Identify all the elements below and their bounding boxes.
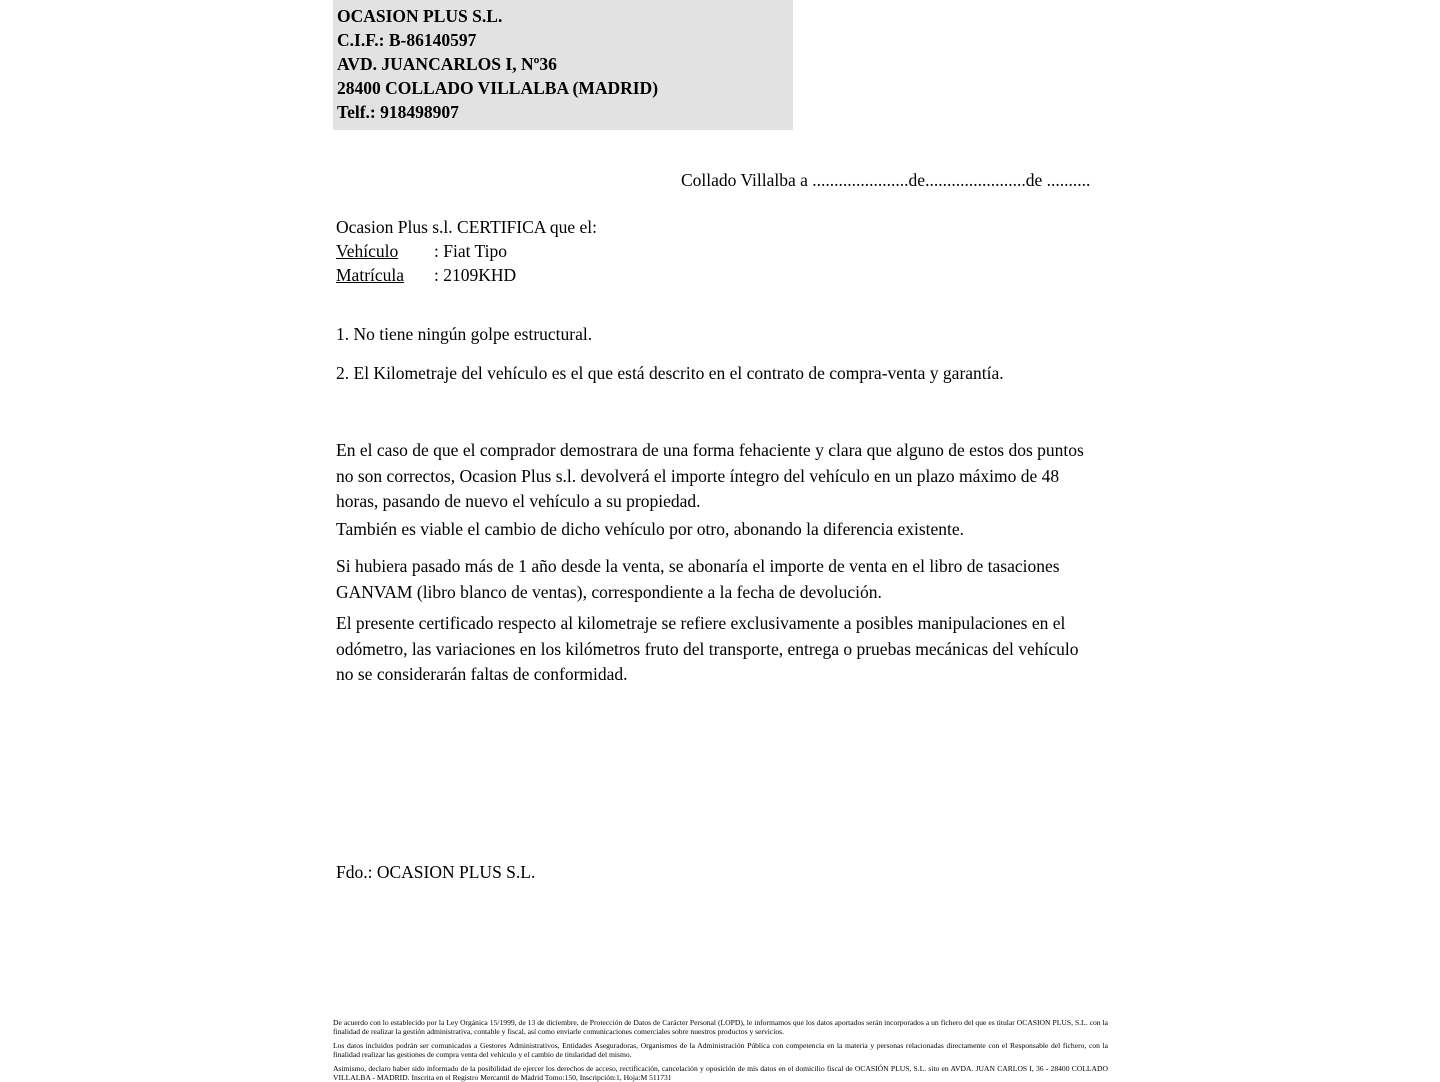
company-city: 28400 COLLADO VILLALBA (MADRID) (337, 78, 659, 98)
company-header-block (333, 0, 793, 130)
company-phone: Telf.: 918498907 (337, 102, 459, 122)
vehicle-row (336, 239, 597, 263)
certification-block (336, 215, 597, 287)
plate-label: Matrícula (336, 265, 405, 285)
legal-paragraph-3: Asimismo, declaro haber sido informado de la posibilidad de ejercer los derechos de acceso, rectificación, cancelación y oposición de mis datos en el domicilio fiscal de OCASIÓN PLUS, S.L. sito en AVDA. JUAN CARLOS I, 36 - 28400 COLLADO VILLALBA - MADRID. Inscrita en el Registro Mercantil de Madrid Tomo:150, Inscripción:1, Hoja:M 511731 (333, 1063, 1108, 1082)
legal-paragraph-2: Los datos incluidos podrán ser comunicados a Gestores Administrativos, Entidades Aseguradoras, Organismos de la Administración Pública con competencia en la materia y personas relacionadas directamente con el Responsable del fichero, con la finalidad realizar las gestiones de compra venta del vehículo y el cambio de titularidad del mismo. (333, 1040, 1108, 1060)
signature-line: Fdo.: OCASION PLUS S.L. (336, 862, 536, 882)
place-date-line: Collado Villalba a ......................de.......................de .......... (681, 170, 1091, 190)
plate-row (336, 263, 597, 287)
legal-footer (333, 1018, 1108, 1082)
vehicle-label: Vehículo (336, 241, 399, 261)
paragraph-odometer: El presente certificado respecto al kilometraje se refiere exclusivamente a posibles manipulaciones en el odómetro, las variaciones en los kilómetros fruto del transporte, entrega o pruebas mecánicas del vehículo no se considerarán faltas de conformidad. (336, 613, 1079, 684)
vehicle-value: : Fiat Tipo (434, 241, 507, 261)
company-cif: C.I.F.: B-86140597 (337, 30, 477, 50)
point-mileage: 2. El Kilometraje del vehículo es el que está descrito en el contrato de compra-venta y garantía. (336, 363, 1004, 383)
company-name: OCASION PLUS S.L. (337, 6, 503, 26)
paragraph-swap: También es viable el cambio de dicho vehículo por otro, abonando la diferencia existente. (336, 519, 965, 539)
plate-value: : 2109KHD (434, 265, 517, 285)
legal-paragraph-1: De acuerdo con lo establecido por la Ley Orgánica 15/1999, de 13 de diciembre, de Protección de Datos de Carácter Personal (LOPD), le informamos que los datos aportados serán incorporados a un fichero del que es titular OCASION PLUS, S.L. con la finalidad de realizar la gestión administrativa, contable y fiscal, así como enviarle comunicaciones comerciales sobre nuestros productos y servicios. (333, 1018, 1108, 1037)
company-address: AVD. JUANCARLOS I, Nº36 (337, 54, 557, 74)
certification-intro: Ocasion Plus s.l. CERTIFICA que el: (336, 217, 597, 237)
paragraph-after-one-year: Si hubiera pasado más de 1 año desde la venta, se abonaría el importe de venta en el libro de tasaciones GANVAM (libro blanco de ventas), correspondiente a la fecha de devolución. (336, 556, 1060, 602)
point-no-structural-damage: 1. No tiene ningún golpe estructural. (336, 324, 593, 344)
paragraph-refund: En el caso de que el comprador demostrara de una forma fehaciente y clara que alguno de estos dos puntos no son correctos, Ocasion Plus s.l. devolverá el importe íntegro del vehículo en un plazo máximo de 48 horas, pasando de nuevo el vehículo a su propiedad. (336, 440, 1084, 511)
